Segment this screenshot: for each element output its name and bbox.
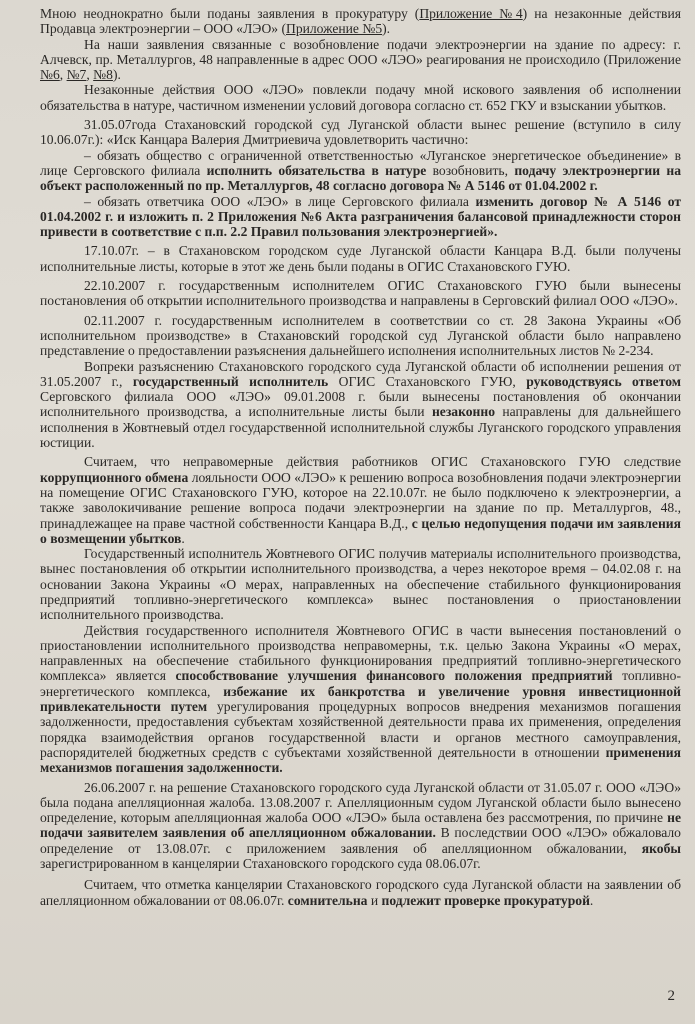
text-run: Мною неоднократно были поданы заявления в прокуратуру ( <box>40 6 420 21</box>
paragraph-7 <box>40 243 681 274</box>
paragraph-12 <box>40 546 681 622</box>
appendix-link[interactable]: №7 <box>66 67 87 83</box>
bold-text: коррупционного обмена <box>40 469 189 485</box>
appendix-link[interactable]: №6 <box>40 67 60 83</box>
paragraph-15 <box>40 877 681 908</box>
text-run: . <box>589 892 594 908</box>
bold-text: с целью недопущения подачи им заявления о возмещении убытков <box>40 515 681 546</box>
text-run: и <box>367 892 382 908</box>
text-run: Считаем, что отметка канцелярии Стахановского городского суда Луганской области на заявлении об апелляционном обжаловании от 08.06.07г. <box>40 877 681 908</box>
document-body <box>40 6 681 908</box>
bold-text: подачу электроэнергии на объект расположенный по пр. Металлургов, 48 согласно договора № А 5146 от 01.04.2002 г. <box>40 162 681 194</box>
text-run: Серговского филиала ООО «ЛЭО» 09.01.2008 г. были вынесены постановления об окончании исполнительного производства, а исполнительные листы были <box>40 389 681 420</box>
text-run: . <box>181 530 185 546</box>
text-run: лояльности ООО «ЛЭО» к решению вопроса возобновления подачи электроэнергии на помещение ОГИС Стахановского ГУЮ, которое на 22.10.07г. не было подключено к электроэнергии, а также заволокичивание решение вопроса подачи электроэнергии на здание по пр. Металлургов, 48., принадлежащее на праве частной собственности Канцара В.Д., <box>40 469 682 531</box>
appendix-link[interactable]: Приложение №5 <box>286 21 383 37</box>
paragraph-9 <box>40 313 681 359</box>
text-run: 31.05.07года Стахановский городской суд Луганской области вынес решение (вступило в силу 10.06.07г.): «Иск Канцара Валерия Дмитриевича удовлетворить частично: <box>40 117 681 148</box>
paragraph-8 <box>40 278 681 309</box>
text-run: , <box>86 67 94 83</box>
text-run: На наши заявления связанные с возобновление подачи электроэнергии на здание по адресу: г. Алчевск, пр. Металлургов, 48 направленные в адрес ООО «ЛЭО» реагирования не происходило (Приложение <box>40 36 681 67</box>
appendix-link[interactable]: Приложение №4 <box>419 6 523 21</box>
bold-text: исполнить обязательства в натуре <box>206 162 427 178</box>
paragraph-10 <box>40 359 681 451</box>
text-run: Государственный исполнитель Жовтневого ОГИС получив материалы исполнительного производства, вынес постановления об открытии исполнительного производства, а через некоторое время – 04.02.08 г. на основании Закона Украины «О мерах, направленных на обеспечение стабильного функционирования предприятий топливно-энергетического комплекса» вынес постановления о приостановлении исполнительного производства. <box>40 546 681 623</box>
text-run: ) на незаконные действия Продавца электроэнергии – ООО «ЛЭО» ( <box>40 6 681 37</box>
paragraph-2 <box>40 37 681 83</box>
text-run: – обязать ответчика ООО «ЛЭО» в лице Серговского филиала <box>84 193 476 209</box>
bold-text: применения механизмов погашения задолженности. <box>40 744 681 776</box>
bold-text: сомнительна <box>287 892 368 908</box>
bold-text: государственный исполнитель <box>132 373 329 389</box>
bold-text: изменить договор № А 5146 от 01.04.2002 г. и изложить п. 2 Приложения №6 Акта разграничения балансовой принадлежности сторон привести в соответствие с п.п. 2.2 Правил пользования электроэнергией». <box>40 193 682 240</box>
text-run: топливно-энергетического комплекса, <box>40 668 681 699</box>
text-run: направлены для дальнейшего исполнения в Жовтневый отдел государственной исполнительной службы Луганского городского управления юстиции. <box>40 404 681 451</box>
paragraph-1 <box>40 6 681 37</box>
bold-text: способствование улучшения финансового положения предприятий <box>175 668 613 684</box>
text-run: ОГИС Стахановского ГУЮ, <box>328 373 527 389</box>
text-run: Действия государственного исполнителя Жовтневого ОГИС в части вынесения постановлений о приостановлении исполнительного производства неправомерны, т.к. целью Закона Украины «О мерах, направленных на обеспечение стабильного функционирования предприятий топливно-энергетического комплекса» является <box>40 622 681 684</box>
text-run: ). <box>112 67 121 83</box>
bold-text: якобы <box>641 840 681 856</box>
text-run: , <box>59 67 67 83</box>
text-run: Незаконные действия ООО «ЛЭО» повлекли подачу мной искового заявления об исполнении обязательства в натуре, частичном изменении условий договора согласно ст. 652 ГКУ и взыскании убытков. <box>40 82 681 113</box>
text-run: Считаем, что неправомерные действия работников ОГИС Стахановского ГУЮ следствие <box>84 454 681 470</box>
paragraph-13 <box>40 623 681 776</box>
text-run: 26.06.2007 г. на решение Стахановского городского суда Луганской области от 31.05.07 г. ООО «ЛЭО» была подана апелляционная жалоба. 13.08.2007 г. Апелляционным судом Луганской области было вынесено определение, которым апелляционная жалоба ООО «ЛЭО» была оставлена без рассмотрения, по причине <box>40 779 681 826</box>
paragraph-14 <box>40 780 681 872</box>
text-run: ). <box>382 21 391 37</box>
paragraph-11 <box>40 454 681 546</box>
page-number: 2 <box>667 987 675 1004</box>
text-run: Вопреки разъяснению Стахановского городского суда Луганской области об исполнении решения от 31.05.2007 г., <box>40 358 681 389</box>
bold-text: не подачи заявителем заявления об апелляционном обжаловании. <box>40 810 681 841</box>
bold-text: руководствуясь ответом <box>526 373 682 389</box>
paragraph-6 <box>40 194 681 240</box>
bold-text: незаконно <box>431 404 495 420</box>
appendix-link[interactable]: №8 <box>93 67 113 83</box>
text-run: 17.10.07г. – в Стахановском городском суде Луганской области Канцара В.Д. были получены исполнительные листы, которые в этот же день были поданы в ОГИС Стахановского ГУЮ. <box>40 243 681 274</box>
bold-text: подлежит проверке прокуратурой <box>381 892 590 908</box>
paragraph-5 <box>40 148 681 194</box>
text-run: 22.10.2007 г. государственным исполнителем ОГИС Стахановского ГУЮ были вынесены постановления об открытии исполнительного производства и направлены в Серговский филиал ООО «ЛЭО». <box>40 278 681 309</box>
text-run: В последствии ООО «ЛЭО» обжаловало определение от 13.08.07г. с приложением заявления об апелляционном обжаловании, <box>40 825 681 856</box>
text-run: урегулирования процедурных вопросов внедрения механизмов погашения задолженности, предоставления субъектам хозяйственной деятельности права их применения, определения порядка взаимодействия органов государственной власти и органов местного самоуправления, распорядителей бюджетных средств с субъектами хозяйственной деятельности в отношении <box>40 699 681 760</box>
bold-text: избежание их банкротства и увеличение уровня инвестиционной привлекательности путем <box>40 683 682 715</box>
text-run: возобновить, <box>426 162 515 178</box>
text-run: 02.11.2007 г. государственным исполнителем в соответствии со ст. 28 Закона Украины «Об исполнительном производстве» в Стахановский городской суд Луганской области было направлено представление о предоставлении разъяснения дальнейшего исполнения исполнительных листов № 2-234. <box>40 312 681 359</box>
paragraph-3 <box>40 82 681 113</box>
text-run: – обязать общество с ограниченной ответственностью «Луганское энергетическое объединение» в лице Серговского филиала <box>40 147 681 178</box>
text-run: зарегистрированном в канцелярии Стахановского городского суда 08.06.07г. <box>40 856 481 872</box>
paragraph-4 <box>40 117 681 148</box>
